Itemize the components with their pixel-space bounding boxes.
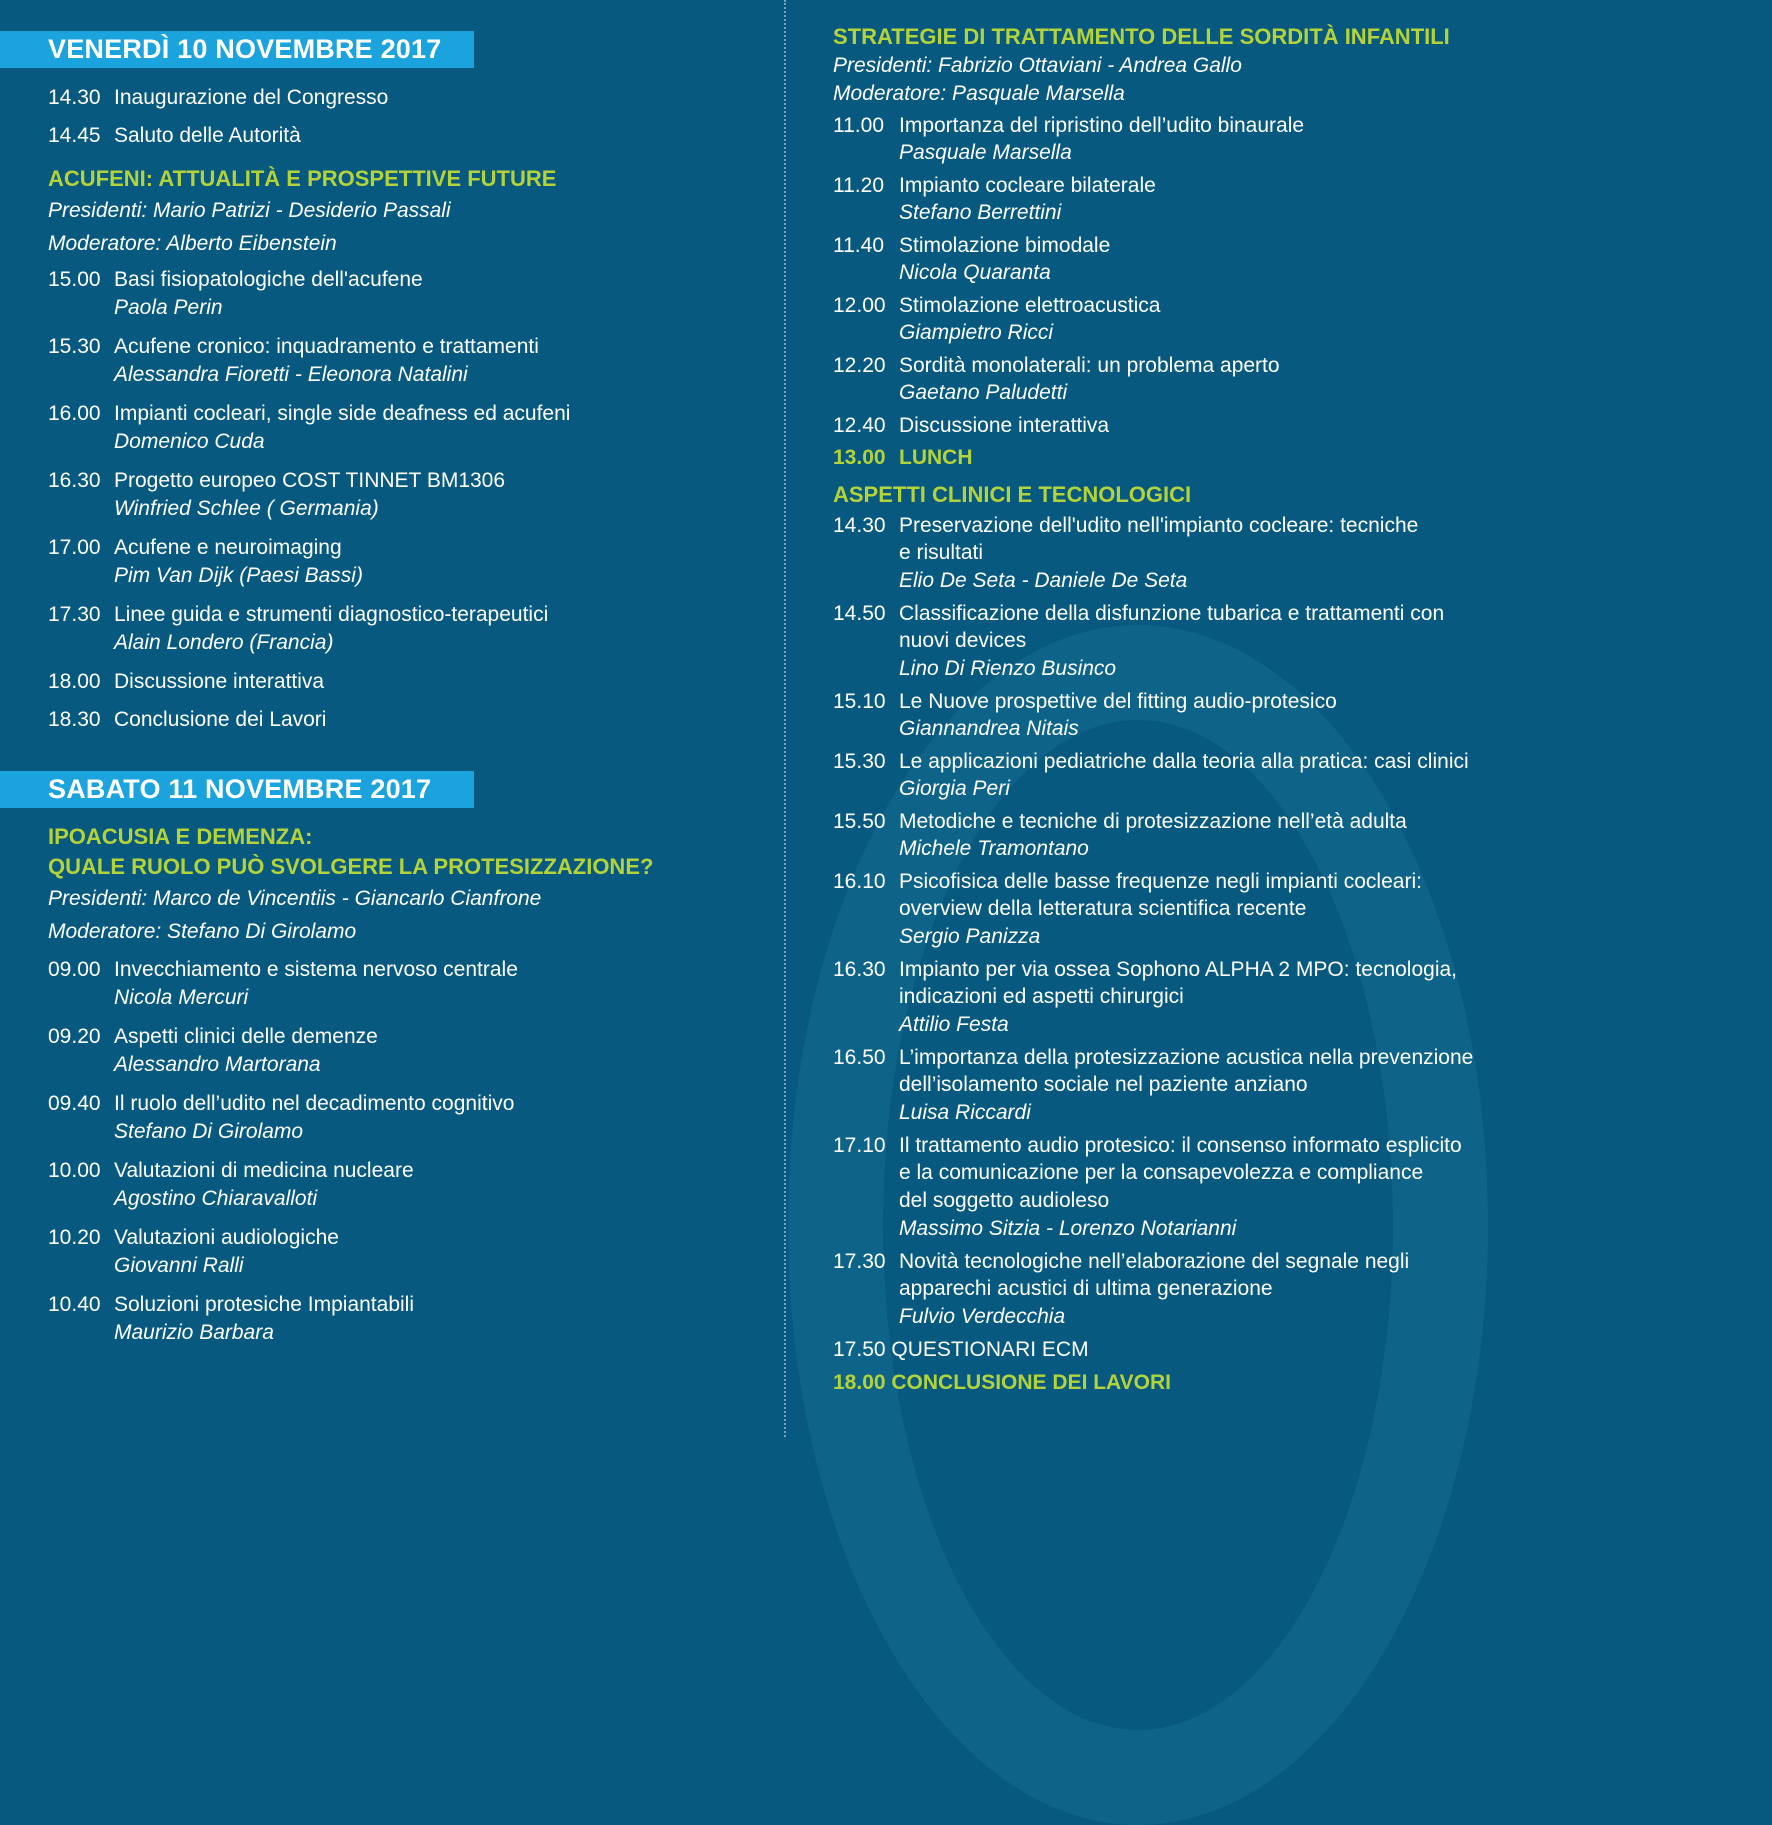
item-title: Le Nuove prospettive del fitting audio-protesico — [899, 690, 1337, 713]
item-title: Classificazione della disfunzione tubarica e trattamenti con — [899, 602, 1445, 625]
item-title: Conclusione dei Lavori — [114, 708, 327, 731]
item-title: Valutazioni di medicina nucleare — [114, 1159, 414, 1182]
list-item — [833, 352, 1553, 407]
list-item — [833, 748, 1553, 803]
item-speaker: Stefano Di Girolamo — [114, 1120, 304, 1143]
item-time: 15.00 — [48, 268, 101, 291]
item-title-cont: e risultati — [899, 541, 984, 564]
item-title: Novità tecnologiche nell’elaborazione del segnale negli — [899, 1250, 1410, 1273]
item-title: Discussione interattiva — [899, 414, 1110, 437]
item-speaker: Domenico Cuda — [114, 430, 265, 453]
item-time: 16.00 — [48, 402, 101, 425]
item-speaker: Michele Tramontano — [899, 837, 1089, 860]
item-title: Valutazioni audiologiche — [114, 1226, 339, 1249]
questionnaire-item: 17.50 QUESTIONARI ECM — [833, 1338, 1089, 1361]
lunch-item — [833, 444, 1553, 471]
item-title: Discussione interattiva — [114, 670, 325, 693]
item-title: Acufene cronico: inquadramento e trattamenti — [114, 335, 539, 358]
item-title: Aspetti clinici delle demenze — [114, 1025, 378, 1048]
item-time: 12.40 — [833, 414, 886, 437]
list-item — [48, 84, 780, 112]
item-time: 09.00 — [48, 958, 101, 981]
list-item — [48, 266, 780, 322]
item-speaker: Massimo Sitzia - Lorenzo Notarianni — [899, 1217, 1237, 1240]
item-title: Acufene e neuroimaging — [114, 536, 342, 559]
item-title: Invecchiamento e sistema nervoso centrale — [114, 958, 518, 981]
item-speaker: Giorgia Peri — [899, 777, 1010, 800]
item-time: 18.00 — [48, 670, 101, 693]
item-title: Stimolazione bimodale — [899, 234, 1111, 257]
list-item — [48, 706, 780, 734]
item-time: 15.10 — [833, 690, 886, 713]
session-presidents: Presidenti: Fabrizio Ottaviani - Andrea Gallo — [833, 54, 1242, 77]
item-speaker: Maurizio Barbara — [114, 1321, 274, 1344]
item-time: 10.00 — [48, 1159, 101, 1182]
item-title: Metodiche e tecniche di protesizzazione nell’età adulta — [899, 810, 1407, 833]
item-speaker: Alain Londero (Francia) — [114, 631, 334, 654]
item-time: 14.30 — [48, 86, 101, 109]
item-time: 09.40 — [48, 1092, 101, 1115]
list-item — [833, 956, 1553, 1039]
item-time: 15.30 — [833, 750, 886, 773]
item-title: Sordità monolaterali: un problema aperto — [899, 354, 1280, 377]
list-item — [48, 534, 780, 590]
list-item — [48, 400, 780, 456]
item-title: Soluzioni protesiche Impiantabili — [114, 1293, 414, 1316]
list-item — [833, 1248, 1553, 1331]
item-time: 16.10 — [833, 870, 886, 893]
item-title: Stimolazione elettroacustica — [899, 294, 1161, 317]
item-speaker: Stefano Berrettini — [899, 201, 1062, 224]
item-speaker: Attilio Festa — [899, 1013, 1009, 1036]
item-time: 14.45 — [48, 124, 101, 147]
list-item — [48, 956, 780, 1012]
item-title: Impianto per via ossea Sophono ALPHA 2 MPO: tecnologia, — [899, 958, 1458, 981]
friday-program — [0, 68, 780, 734]
list-item — [48, 1157, 780, 1213]
saturday-header: SABATO 11 NOVEMBRE 2017 — [0, 771, 474, 808]
item-title-cont: e la comunicazione per la consapevolezza e compliance — [899, 1161, 1424, 1184]
saturday-morning-program — [0, 808, 780, 1347]
list-item — [833, 112, 1553, 167]
list-item — [833, 808, 1553, 863]
list-item — [48, 601, 780, 657]
column-divider — [784, 0, 786, 1437]
item-speaker: Sergio Panizza — [899, 925, 1041, 948]
item-title: Inaugurazione del Congresso — [114, 86, 389, 109]
item-title: Linee guida e strumenti diagnostico-terapeutici — [114, 603, 549, 626]
item-speaker: Pasquale Marsella — [899, 141, 1072, 164]
session-title: STRATEGIE DI TRATTAMENTO DELLE SORDITÀ INFANTILI — [833, 24, 1450, 49]
list-item — [833, 688, 1553, 743]
friday-header: VENERDÌ 10 NOVEMBRE 2017 — [0, 31, 474, 68]
list-item — [833, 1132, 1553, 1243]
list-item — [48, 122, 780, 150]
item-title-cont: del soggetto audioleso — [899, 1189, 1110, 1212]
item-title: Basi fisiopatologiche dell'acufene — [114, 268, 423, 291]
item-time: 17.30 — [833, 1250, 886, 1273]
list-item — [833, 512, 1553, 595]
item-title-cont: apparechi acustici di ultima generazione — [899, 1277, 1273, 1300]
item-time: 14.30 — [833, 514, 886, 537]
session-title: ASPETTI CLINICI E TECNOLOGICI — [833, 482, 1192, 507]
item-speaker: Gaetano Paludetti — [899, 381, 1068, 404]
item-title: Le applicazioni pediatriche dalla teoria alla pratica: casi clinici — [899, 750, 1469, 773]
item-time: 17.30 — [48, 603, 101, 626]
item-title: L’importanza della protesizzazione acustica nella prevenzione — [899, 1046, 1474, 1069]
item-title: Saluto delle Autorità — [114, 124, 301, 147]
item-time: 17.00 — [48, 536, 101, 559]
session-moderator: Moderatore: Pasquale Marsella — [833, 82, 1125, 105]
list-item — [833, 412, 1553, 439]
item-title: Impianti cocleari, single side deafness ed acufeni — [114, 402, 571, 425]
list-item — [48, 1090, 780, 1146]
session-presidents: Presidenti: Mario Patrizi - Desiderio Passali — [48, 199, 451, 222]
item-speaker: Winfried Schlee ( Germania) — [114, 497, 379, 520]
item-time: 12.00 — [833, 294, 886, 317]
item-time: 18.30 — [48, 708, 101, 731]
item-time: 15.50 — [833, 810, 886, 833]
item-time: 13.00 — [833, 446, 886, 469]
list-item — [833, 232, 1553, 287]
list-item — [833, 600, 1553, 683]
item-speaker: Giannandrea Nitais — [899, 717, 1079, 740]
item-time: 11.00 — [833, 114, 884, 137]
item-title-cont: indicazioni ed aspetti chirurgici — [899, 985, 1184, 1008]
item-time: 11.20 — [833, 174, 884, 197]
right-column — [833, 22, 1553, 1396]
item-time: 17.10 — [833, 1134, 886, 1157]
item-title: Il trattamento audio protesico: il consenso informato esplicito — [899, 1134, 1462, 1157]
list-item — [48, 467, 780, 523]
item-speaker: Lino Di Rienzo Businco — [899, 657, 1117, 680]
item-title: LUNCH — [899, 446, 973, 469]
list-item — [833, 1044, 1553, 1127]
item-speaker: Paola Perin — [114, 296, 223, 319]
item-title-cont: nuovi devices — [899, 629, 1027, 652]
session-title: IPOACUSIA E DEMENZA: — [48, 824, 313, 849]
list-item — [833, 172, 1553, 227]
item-speaker: Alessandro Martorana — [114, 1053, 321, 1076]
item-time: 11.40 — [833, 234, 884, 257]
item-time: 12.20 — [833, 354, 886, 377]
item-speaker: Elio De Seta - Daniele De Seta — [899, 569, 1188, 592]
session-presidents: Presidenti: Marco de Vincentiis - Giancarlo Cianfrone — [48, 887, 542, 910]
list-item — [48, 1291, 780, 1347]
item-speaker: Nicola Quaranta — [899, 261, 1051, 284]
list-item — [48, 1023, 780, 1079]
item-speaker: Fulvio Verdecchia — [899, 1305, 1066, 1328]
list-item — [833, 292, 1553, 347]
item-speaker: Giampietro Ricci — [899, 321, 1054, 344]
item-title: Il ruolo dell’udito nel decadimento cognitivo — [114, 1092, 515, 1115]
item-time: 10.20 — [48, 1226, 101, 1249]
item-speaker: Giovanni Ralli — [114, 1254, 244, 1277]
item-speaker: Luisa Riccardi — [899, 1101, 1031, 1124]
session-moderator: Moderatore: Alberto Eibenstein — [48, 232, 337, 255]
closing-item: 18.00 CONCLUSIONE DEI LAVORI — [833, 1371, 1172, 1394]
item-speaker: Agostino Chiaravalloti — [114, 1187, 318, 1210]
item-title: Preservazione dell'udito nell'impianto cocleare: tecniche — [899, 514, 1419, 537]
item-title-cont: overview della letteratura scientifica recente — [899, 897, 1307, 920]
session-moderator: Moderatore: Stefano Di Girolamo — [48, 920, 357, 943]
left-column — [0, 0, 780, 1358]
list-item — [833, 868, 1553, 951]
session-title: QUALE RUOLO PUÒ SVOLGERE LA PROTESIZZAZIONE? — [48, 854, 654, 879]
list-item — [48, 333, 780, 389]
list-item — [48, 1224, 780, 1280]
item-time: 09.20 — [48, 1025, 101, 1048]
list-item — [48, 668, 780, 696]
item-time: 10.40 — [48, 1293, 101, 1316]
session-title: ACUFENI: ATTUALITÀ E PROSPETTIVE FUTURE — [48, 166, 557, 191]
item-title: Progetto europeo COST TINNET BM1306 — [114, 469, 506, 492]
item-speaker: Nicola Mercuri — [114, 986, 249, 1009]
item-time: 16.50 — [833, 1046, 886, 1069]
item-time: 14.50 — [833, 602, 886, 625]
item-time: 15.30 — [48, 335, 101, 358]
item-title: Psicofisica delle basse frequenze negli impianti cocleari: — [899, 870, 1422, 893]
item-speaker: Pim Van Dijk (Paesi Bassi) — [114, 564, 363, 587]
item-title: Impianto cocleare bilaterale — [899, 174, 1156, 197]
item-time: 16.30 — [833, 958, 886, 981]
item-speaker: Alessandra Fioretti - Eleonora Natalini — [114, 363, 468, 386]
item-title: Importanza del ripristino dell’udito binaurale — [899, 114, 1305, 137]
item-title-cont: dell’isolamento sociale nel paziente anziano — [899, 1073, 1308, 1096]
item-time: 16.30 — [48, 469, 101, 492]
